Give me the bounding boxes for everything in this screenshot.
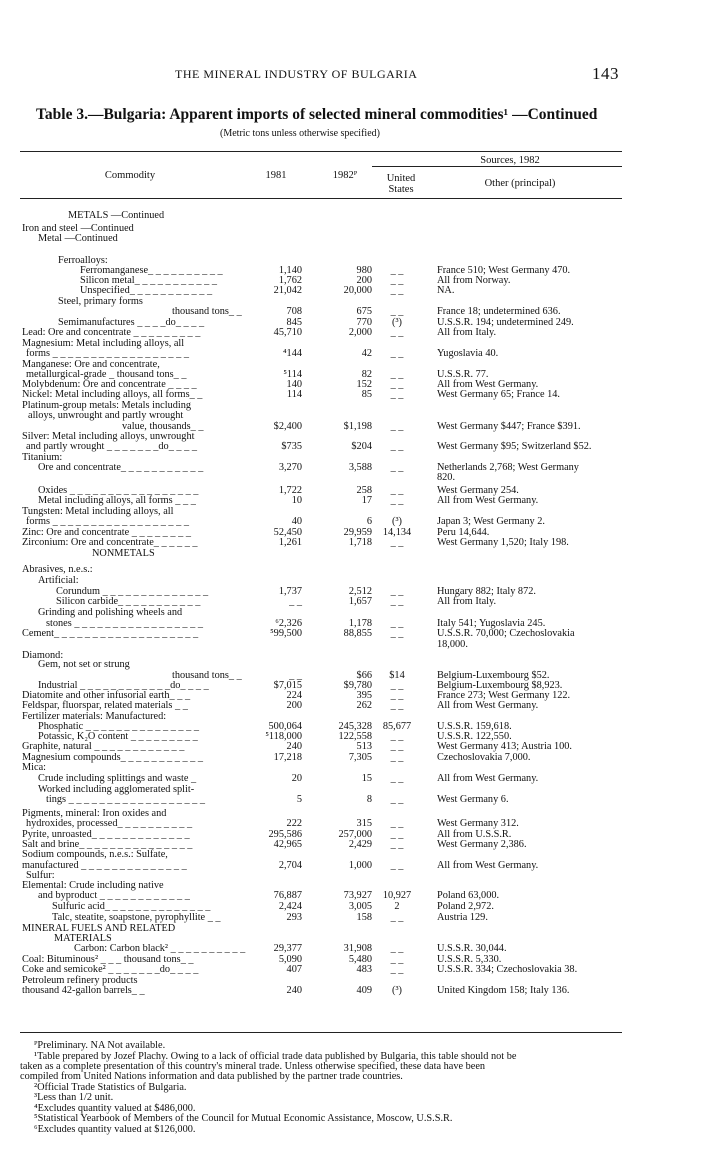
footnote: ᴾPreliminary. NA Not available. [34,1040,166,1051]
cell-1982: 1,657 [348,596,372,607]
cell-1982: 2,429 [348,839,372,850]
col-header-other: Other (principal) [484,178,556,189]
cell-commodity: value, thousands_ _ [122,421,204,432]
cell-other-sources: U.S.S.R. 30,044. [437,943,507,954]
cell-other-sources: Poland 2,972. [437,901,494,912]
cell-united-states: _ _ [390,485,404,496]
cell-1982: 483 [356,964,372,975]
cell-other-sources: U.S.S.R. 159,618. [437,721,512,732]
col-header-commodity: Commodity [104,170,156,181]
cell-other-sources: West Germany $95; Switzerland $52. [437,441,592,452]
cell-other-sources: West Germany 2,386. [437,839,527,850]
cell-1982: 675 [356,306,372,317]
cell-united-states: _ _ [390,943,404,954]
cell-1981: 240 [286,985,302,996]
cell-commodity: Titanium: [22,452,63,463]
cell-united-states: (³) [392,516,402,527]
cell-1982: 262 [356,700,372,711]
cell-commodity: Diamond: [22,650,64,661]
header-rule-bottom [20,198,622,199]
cell-united-states: _ _ [390,954,404,965]
cell-1982: 15 [361,773,372,784]
cell-commodity: and partly wrought _ _ _ _ _ _ _do_ _ _ _ [26,441,198,452]
cell-other-sources: West Germany 413; Austria 100. [437,741,573,752]
cell-1981: 2,424 [278,901,302,912]
cell-commodity: metallurgical-grade _ thousand tons_ _ [26,369,187,380]
cell-1981: 42,965 [273,839,302,850]
cell-united-states: _ _ [390,537,404,548]
cell-1982: 88,855 [343,628,372,639]
page-number: 143 [592,64,619,83]
cell-other-sources: U.S.S.R. 122,550. [437,731,512,742]
cell-united-states: _ _ [390,441,404,452]
cell-commodity: Lead: Ore and concentrate _ _ _ _ _ _ _ _ _ [22,327,201,338]
cell-united-states: 2 [394,901,400,912]
cell-united-states: _ _ [390,327,404,338]
cell-1982: 158 [356,912,372,923]
cell-united-states: _ _ [390,731,404,742]
cell-1981: 1,762 [278,275,302,286]
cell-1981: 21,042 [273,285,302,296]
cell-commodity: stones _ _ _ _ _ _ _ _ _ _ _ _ _ _ _ _ _ [46,618,204,629]
cell-1981: 40 [291,516,302,527]
cell-1982: 31,908 [343,943,372,954]
cell-1982: 245,328 [338,721,372,732]
footnote-rule [20,1032,622,1033]
cell-other-sources: All from U.S.S.R. [437,829,512,840]
cell-other-sources: France 18; undetermined 636. [437,306,561,317]
cell-commodity: Graphite, natural _ _ _ _ _ _ _ _ _ _ _ _ [22,741,185,752]
cell-1981: 5,090 [278,954,302,965]
cell-other-sources: Belgium-Luxembourg $52. [437,670,550,681]
cell-united-states: _ _ [390,628,404,639]
cell-1982: 152 [356,379,372,390]
cell-1982: $66 [356,670,372,681]
cell-1982: 258 [356,485,372,496]
cell-commodity: Ferromanganese_ _ _ _ _ _ _ _ _ _ [80,265,223,276]
cell-united-states: _ _ [390,964,404,975]
cell-1982: 3,588 [348,462,372,473]
cell-other-sources: Hungary 882; Italy 872. [437,586,536,597]
cell-1982: 980 [356,265,372,276]
cell-united-states: _ _ [390,306,404,317]
cell-united-states: $14 [389,670,405,681]
cell-commodity: Iron and steel —Continued [22,223,134,234]
cell-1981: 1,737 [278,586,302,597]
cell-commodity: Coal: Bituminous² _ _ _ thousand tons_ _ [22,954,194,965]
cell-1981: 1,140 [278,265,302,276]
cell-united-states: (³) [392,317,402,328]
col-header-sources: Sources, 1982 [480,155,540,166]
running-title: THE MINERAL INDUSTRY OF BULGARIA [175,67,418,81]
cell-commodity: Cement_ _ _ _ _ _ _ _ _ _ _ _ _ _ _ _ _ _ _ [22,628,199,639]
cell-commodity: Steel, primary forms [58,296,143,307]
cell-commodity: Pigments, mineral: Iron oxides and [22,808,167,819]
cell-united-states: _ _ [390,690,404,701]
cell-commodity: Zinc: Ore and concentrate _ _ _ _ _ _ _ _ [22,527,191,538]
cell-other-sources: West Germany $447; France $391. [437,421,581,432]
cell-1981: 76,887 [273,890,302,901]
cell-1982: $1,198 [343,421,372,432]
cell-united-states: 85,677 [382,721,412,732]
cell-1981: ⁴144 [282,348,302,359]
cell-1981: 224 [286,690,302,701]
cell-1981: 52,450 [273,527,302,538]
cell-commodity: thousand tons_ _ [172,670,242,681]
cell-united-states: _ _ [390,379,404,390]
cell-1981: $7,015 [273,680,302,691]
cell-united-states: _ _ [390,348,404,359]
cell-commodity: tings _ _ _ _ _ _ _ _ _ _ _ _ _ _ _ _ _ _ [46,794,206,805]
cell-commodity: Platinum-group metals: Metals including [22,400,192,411]
cell-commodity: Silicon carbide_ _ _ _ _ _ _ _ _ _ _ [56,596,201,607]
cell-commodity: Worked including agglomerated split- [38,784,195,795]
cell-commodity: Petroleum refinery products [22,975,138,986]
header-rule-top [20,151,622,152]
cell-1982: 2,512 [348,586,372,597]
cell-commodity: MATERIALS [54,933,112,944]
cell-other-sources: West Germany 1,520; Italy 198. [437,537,569,548]
cell-united-states: 14,134 [382,527,412,538]
cell-united-states: _ _ [390,586,404,597]
cell-1981: 29,377 [273,943,302,954]
cell-commodity: MINERAL FUELS AND RELATED [22,923,176,934]
cell-commodity: Pyrite, unroasted_ _ _ _ _ _ _ _ _ _ _ _ _ [22,829,190,840]
cell-united-states: (³) [392,985,402,996]
cell-united-states: _ _ [390,421,404,432]
cell-other-sources: U.S.S.R. 70,000; Czechoslovakia [437,628,575,639]
cell-commodity: hydroxides, processed_ _ _ _ _ _ _ _ _ _ [26,818,193,829]
cell-commodity: thousand tons_ _ [172,306,242,317]
cell-united-states: _ _ [390,596,404,607]
cell-other-sources: United Kingdom 158; Italy 136. [437,985,570,996]
cell-other-sources: Czechoslovakia 7,000. [437,752,531,763]
cell-1982: 17 [361,495,372,506]
cell-commodity: Fertilizer materials: Manufactured: [22,711,167,722]
cell-other-sources: West Germany 65; France 14. [437,389,560,400]
cell-1982: 73,927 [343,890,372,901]
cell-other-sources: West Germany 254. [437,485,519,496]
cell-1981: 45,710 [273,327,302,338]
cell-commodity: Semimanufactures _ _ _ _do_ _ _ _ [58,317,205,328]
cell-other-sources: 18,000. [437,639,468,650]
cell-commodity: Industrial _ _ _ _ _ _ _ _ _ _ _ _do_ _ _ _ [38,680,209,691]
cell-1982: 6 [366,516,372,527]
cell-united-states: _ _ [390,462,404,473]
cell-1982: 20,000 [343,285,372,296]
cell-commodity: Mica: [22,762,47,773]
cell-1982: 770 [356,317,372,328]
cell-1981: 10 [291,495,302,506]
sources-rule [372,166,622,167]
cell-1982: 42 [361,348,372,359]
cell-united-states: _ _ [390,618,404,629]
cell-united-states: _ _ [390,389,404,400]
cell-1981: 293 [286,912,302,923]
cell-1981: _ _ [289,596,302,607]
cell-commodity: Gem, not set or strung [38,659,130,670]
cell-other-sources: All from Italy. [437,327,497,338]
cell-united-states: _ _ [390,741,404,752]
cell-1982: 85 [361,389,372,400]
cell-1981: ⁵99,500 [270,628,302,639]
cell-commodity: Tungsten: Metal including alloys, all [22,506,174,517]
table-subtitle: (Metric tons unless otherwise specified) [220,128,380,139]
cell-commodity: NONMETALS [92,548,155,559]
cell-1981: ⁵114 [283,369,302,380]
cell-1981: $735 [281,441,302,452]
footnote: ⁴Excludes quantity valued at $486,000. [34,1103,196,1114]
cell-1982: 2,000 [348,327,372,338]
cell-other-sources: All from Italy. [437,596,497,607]
cell-commodity: Zirconium: Ore and concentrate_ _ _ _ _ _ [22,537,198,548]
cell-united-states: _ _ [390,680,404,691]
footnote: taken as a complete presentation of this country's mineral trade. Unless otherwise specified, these data have been [20,1061,486,1072]
cell-commodity: Phosphatic _ _ _ _ _ _ _ _ _ _ _ _ _ _ _ [38,721,200,732]
cell-other-sources: NA. [437,285,455,296]
cell-commodity: Silicon metal_ _ _ _ _ _ _ _ _ _ _ [80,275,217,286]
cell-other-sources: Poland 63,000. [437,890,500,901]
footnote: ¹Table prepared by Jozef Plachy. Owing to a lack of official trade data published by Bulgaria, this table should not be [34,1051,517,1062]
cell-other-sources: West Germany 312. [437,818,519,829]
cell-1982: 82 [361,369,372,380]
cell-other-sources: U.S.S.R. 5,330. [437,954,502,965]
cell-1982: 395 [356,690,372,701]
cell-commodity: Grinding and polishing wheels and [38,607,183,618]
cell-commodity: Diatomite and other infusorial earth_ _ _ [22,690,191,701]
cell-1981: 845 [286,317,302,328]
cell-commodity: Potassic, K₂O content _ _ _ _ _ _ _ _ _ [38,731,198,742]
cell-united-states: _ _ [390,275,404,286]
cell-1982: 315 [356,818,372,829]
cell-commodity: Unspecified_ _ _ _ _ _ _ _ _ _ _ [80,285,213,296]
cell-1981: 407 [286,964,302,975]
cell-commodity: Metal including alloys, all forms _ _ _ [38,495,196,506]
cell-united-states: _ _ [390,794,404,805]
cell-commodity: Silver: Metal including alloys, unwrought [22,431,195,442]
cell-united-states: _ _ [390,829,404,840]
cell-commodity: Ferroalloys: [58,255,108,266]
cell-1981: 140 [286,379,302,390]
cell-other-sources: All from West Germany. [437,773,539,784]
cell-commodity: thousand 42-gallon barrels_ _ [22,985,145,996]
cell-1982: 200 [356,275,372,286]
cell-commodity: Nickel: Metal including alloys, all forms_ _ [22,389,203,400]
cell-other-sources: Japan 3; West Germany 2. [437,516,545,527]
cell-commodity: Manganese: Ore and concentrate, [22,359,160,370]
footnote: ²Official Trade Statistics of Bulgaria. [34,1082,187,1093]
cell-1982: 1,000 [348,860,372,871]
cell-commodity: manufactured _ _ _ _ _ _ _ _ _ _ _ _ _ _ [22,860,187,871]
cell-commodity: Elemental: Crude including native [22,880,164,891]
cell-1981: 114 [286,389,302,400]
cell-commodity: Sulfur: [26,870,55,881]
cell-1982: 3,005 [348,901,372,912]
cell-other-sources: All from West Germany. [437,860,539,871]
cell-united-states: _ _ [390,700,404,711]
cell-united-states: _ _ [390,818,404,829]
cell-united-states: _ _ [390,773,404,784]
col-header-1981: 1981 [265,170,287,181]
cell-commodity: Salt and brine_ _ _ _ _ _ _ _ _ _ _ _ _ _ _ [22,839,193,850]
cell-1981: ⁶2,326 [275,618,302,629]
cell-commodity: Carbon: Carbon black² _ _ _ _ _ _ _ _ _ _ [74,943,246,954]
cell-1981: 3,270 [278,462,302,473]
cell-1981: 222 [286,818,302,829]
cell-1982: 29,959 [343,527,372,538]
cell-commodity: Ore and concentrate_ _ _ _ _ _ _ _ _ _ _ [38,462,204,473]
cell-1981: 1,722 [278,485,302,496]
cell-commodity: Talc, steatite, soapstone, pyrophyllite _ _ [52,912,221,923]
cell-other-sources: 820. [437,472,456,483]
cell-united-states: _ _ [390,369,404,380]
cell-1982: 513 [356,741,372,752]
cell-1982: 409 [356,985,372,996]
cell-commodity: forms _ _ _ _ _ _ _ _ _ _ _ _ _ _ _ _ _ _ [26,516,190,527]
cell-commodity: Magnesium: Metal including alloys, all [22,338,185,349]
cell-commodity: Corundum _ _ _ _ _ _ _ _ _ _ _ _ _ _ [56,586,209,597]
cell-commodity: Abrasives, n.e.s.: [22,564,93,575]
cell-united-states: _ _ [390,839,404,850]
cell-other-sources: Belgium-Luxembourg $8,923. [437,680,563,691]
cell-other-sources: Peru 14,644. [437,527,490,538]
cell-commodity: and byproduct _ _ _ _ _ _ _ _ _ _ _ _ [38,890,190,901]
cell-1982: $9,780 [343,680,372,691]
cell-other-sources: All from West Germany. [437,495,539,506]
cell-united-states: 10,927 [382,890,412,901]
cell-1982: 1,178 [348,618,372,629]
cell-united-states: _ _ [390,912,404,923]
cell-other-sources: France 510; West Germany 470. [437,265,571,276]
footnote: compiled from United Nations information and data published by the partner trade countries. [20,1071,403,1082]
cell-1982: $204 [351,441,372,452]
cell-commodity: forms _ _ _ _ _ _ _ _ _ _ _ _ _ _ _ _ _ _ [26,348,190,359]
col-header-united-states: United States [386,173,416,195]
cell-united-states: _ _ [390,860,404,871]
cell-other-sources: France 273; West Germany 122. [437,690,571,701]
footnote: ⁵Statistical Yearbook of Members of the Council for Mutual Economic Assistance, Moscow, U.S.S.R. [34,1113,453,1124]
cell-1981: _ _ [289,670,302,681]
cell-united-states: _ _ [390,752,404,763]
cell-1981: 20 [291,773,302,784]
col-header-1982: 1982ᴾ [332,170,358,181]
cell-commodity: Sulfuric acid_ _ _ _ _ _ _ _ _ _ _ _ _ _ [52,901,211,912]
cell-other-sources: All from Norway. [437,275,511,286]
cell-united-states: _ _ [390,495,404,506]
footnote: ³Less than 1/2 unit. [34,1092,114,1103]
cell-commodity: Oxides _ _ _ _ _ _ _ _ _ _ _ _ _ _ _ _ _ [38,485,199,496]
cell-1982: 257,000 [338,829,372,840]
cell-1982: 8 [366,794,372,805]
cell-united-states: _ _ [390,265,404,276]
cell-commodity: METALS —Continued [68,210,165,221]
cell-1981: 2,704 [278,860,302,871]
cell-1982: 1,718 [348,537,372,548]
cell-1981: 17,218 [273,752,302,763]
cell-1981: 5 [296,794,302,805]
cell-other-sources: U.S.S.R. 77. [437,369,489,380]
cell-other-sources: Yugoslavia 40. [437,348,499,359]
cell-1982: 5,480 [348,954,372,965]
cell-other-sources: West Germany 6. [437,794,509,805]
cell-1981: 295,586 [268,829,302,840]
cell-united-states: _ _ [390,285,404,296]
cell-other-sources: Italy 541; Yugoslavia 245. [437,618,546,629]
cell-other-sources: All from West Germany. [437,379,539,390]
cell-1982: 7,305 [348,752,372,763]
cell-other-sources: Austria 129. [437,912,488,923]
cell-1981: 708 [286,306,302,317]
cell-other-sources: U.S.S.R. 334; Czechoslovakia 38. [437,964,578,975]
cell-commodity: Crude including splittings and waste _ [38,773,197,784]
table-title: Table 3.—Bulgaria: Apparent imports of selected mineral commodities¹ —Continued [36,106,598,123]
cell-commodity: Molybdenum: Ore and concentrate _ _ _ _ [22,379,197,390]
cell-1981: 240 [286,741,302,752]
cell-commodity: Artificial: [38,575,79,586]
cell-commodity: Magnesium compounds_ _ _ _ _ _ _ _ _ _ _ [22,752,204,763]
cell-1981: 1,261 [278,537,302,548]
cell-commodity: Feldspar, fluorspar, related materials _ _ [22,700,188,711]
cell-commodity: Sodium compounds, n.e.s.: Sulfate, [22,849,168,860]
cell-other-sources: U.S.S.R. 194; undetermined 249. [437,317,574,328]
cell-1982: 122,558 [338,731,372,742]
cell-1981: 500,064 [268,721,302,732]
cell-1981: 200 [286,700,302,711]
cell-commodity: Coke and semicoke² _ _ _ _ _ _ _do_ _ _ _ [22,964,199,975]
cell-other-sources: All from West Germany. [437,700,539,711]
cell-commodity: Metal —Continued [38,233,118,244]
footnote: ⁶Excludes quantity valued at $126,000. [34,1124,196,1135]
cell-commodity: alloys, unwrought and partly wrought [28,410,184,421]
cell-other-sources: Netherlands 2,768; West Germany [437,462,579,473]
cell-1981: ⁵118,000 [265,731,302,742]
cell-1981: $2,400 [273,421,302,432]
